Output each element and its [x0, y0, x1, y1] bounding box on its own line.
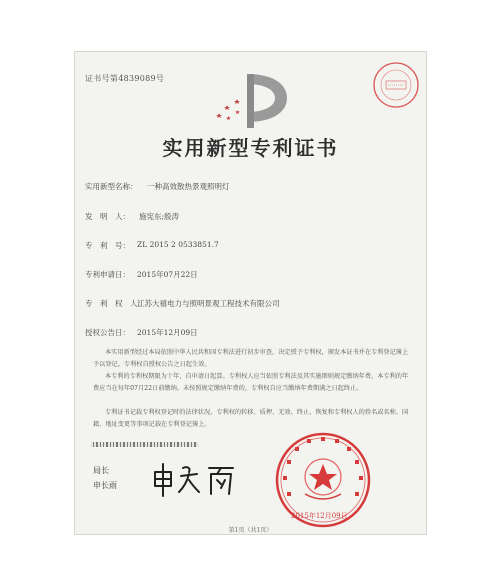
inventor-value: 施宪东;殷涛	[139, 212, 180, 221]
grant-date-label: 授权公告日：	[85, 328, 130, 337]
certificate-title: 实用新型专利证书	[162, 136, 339, 160]
agency-stamp-icon	[371, 60, 421, 110]
seal-date: 2015年12月09日	[291, 512, 348, 520]
filing-date-value: 2015年07月22日	[137, 270, 198, 279]
paragraph-register: 专利证书记载专利权登记时的法律状况。专利权的转移、质押、无效、终止、恢复和专利权人的姓名或名称、国籍、地址变更等事项记载在专利登记簿上。	[93, 409, 409, 428]
patentee-value: 江苏大禧电力与照明景观工程技术有限公司	[137, 299, 280, 308]
page-footer: 第1页（共1页）	[228, 527, 273, 534]
barcode-icon	[91, 442, 199, 447]
director-signature-icon	[149, 460, 239, 498]
filing-date-label: 专利申请日：	[85, 270, 130, 279]
director-name-label: 申长雨	[93, 481, 117, 490]
patent-number-label: 专 利 号：	[85, 241, 130, 250]
patentee-label: 专 利 权 人：	[85, 299, 145, 308]
cnipa-logo-icon	[207, 68, 297, 132]
certificate-number: 证书号第4839089号	[85, 74, 165, 83]
grant-date-value: 2015年12月09日	[137, 328, 198, 337]
paragraph-grant: 本实用新型经过本局依照中华人民共和国专利法进行初步审查，决定授予专利权，颁发本证书并在专利登记簿上予以登记。专利权自授权公告之日起生效。	[93, 349, 409, 368]
patent-number-value: ZL 2015 2 0533851.7	[137, 240, 219, 249]
utility-model-name-value: 一种高效散热景观照明灯	[147, 182, 230, 191]
director-title-label: 局长	[93, 466, 109, 475]
patent-certificate	[74, 51, 427, 535]
inventor-label: 发 明 人：	[85, 212, 130, 221]
utility-model-name-label: 实用新型名称：	[85, 182, 138, 191]
paragraph-term: 本专利的专利权期限为十年，自申请日起算。专利权人应当依照专利法及其实施细则规定缴纳年费。本专利的年费应当在每年07月22日前缴纳。未按照规定缴纳年费的，专利权自应当缴纳年费期满之日起终止。	[93, 373, 409, 392]
